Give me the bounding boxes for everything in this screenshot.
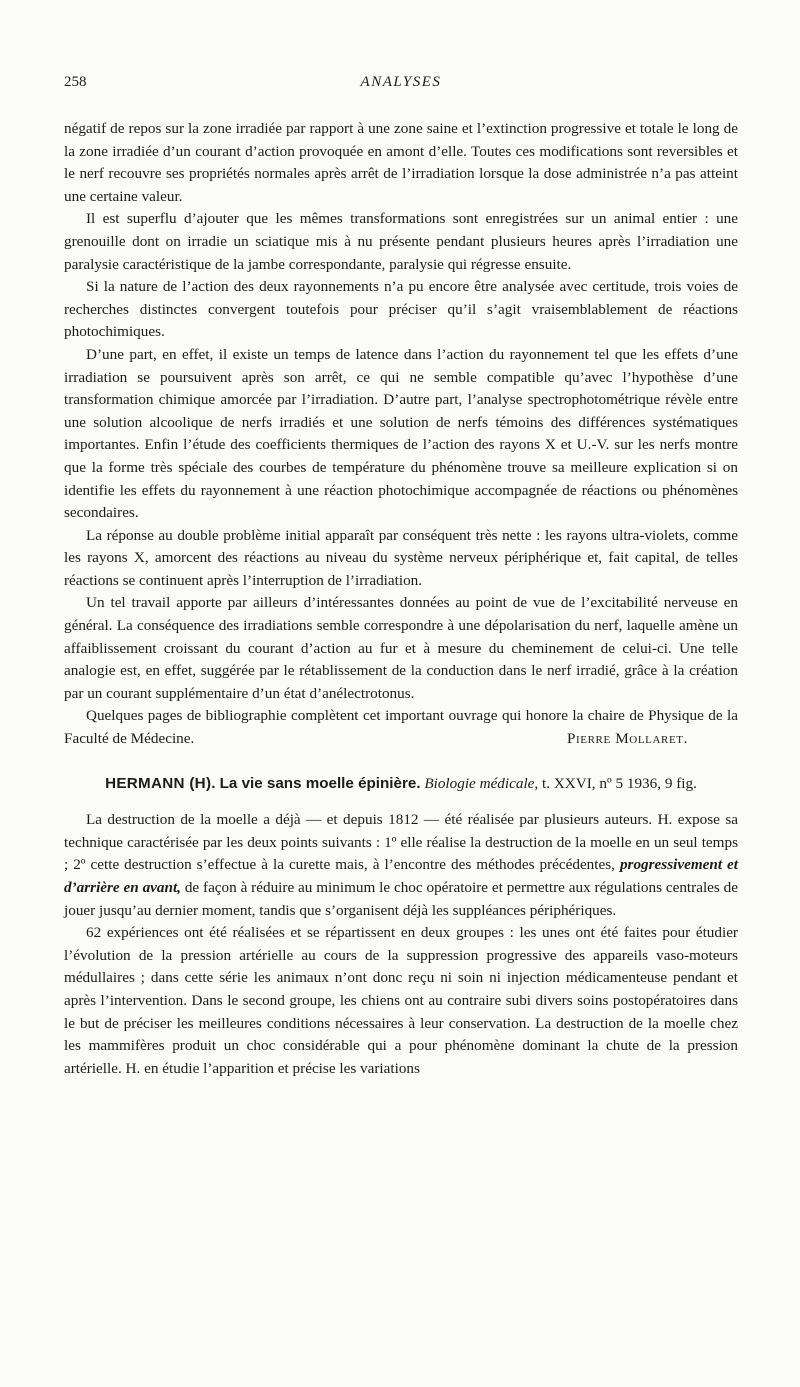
paragraph: 62 expériences ont été réalisées et se répartissent en deux groupes : les unes ont été faites pour étudier l’évolution de la pression artérielle au cours de la suppression progressive des appareils vaso-moteurs médullaires ; dans cette série les animaux n’ont donc reçu ni soin ni injection médicamenteuse pendant et après l’intervention. Dans le second groupe, les chiens ont au contraire subi divers soins postopératoires dans le but de préciser les meilleures conditions nécessaires à leur conservation. La destruction de la moelle chez les mammifères produit un choc considérable qui a pour phénomène dominant la chute de la pression artérielle. H. en étudie l’apparition et précise les variations bbox=[64, 924, 738, 1077]
page-number: 258 bbox=[64, 74, 87, 90]
paragraph: négatif de repos sur la zone irradiée par rapport à une zone saine et l’extinction progressive et totale le long de la zone irradiée d’un courant d’action provoquée en amont d’elle. Toutes ces modifications sont reversibles et le nerf recouvre ses propriétés normales après arrêt de l’irradiation lorsque la dose administrée n’a pas atteint une certaine valeur. bbox=[64, 120, 738, 205]
paragraph-text: de façon à réduire au minimum le choc opératoire et permettre aux régulations centrales de jouer jusqu’au dernier moment, tandis que s’organisent déjà les suppléances périphériques. bbox=[64, 879, 738, 919]
running-title: ANALYSES bbox=[360, 74, 442, 90]
entry-source: Biologie médicale, bbox=[424, 774, 539, 792]
paragraph: Il est superflu d’ajouter que les mêmes transformations sont enregistrées sur un animal entier : une grenouille dont on irradie un sciatique mis à nu présente pendant plusieurs heures après l’irradiation une paralysie caractéristique de la jambe correspondante, paralysie qui régresse ensuite. bbox=[64, 210, 738, 273]
entry-title: La vie sans moelle épinière. bbox=[219, 774, 421, 792]
entry-details: t. XXVI, nº 5 1936, 9 fig. bbox=[542, 774, 697, 792]
paragraph-text: La destruction de la moelle a déjà — et depuis 1812 — été réalisée par plusieurs auteurs. H. expose sa technique caractérisée par les deux points suivants : 1º elle réalise la destruction de la moelle en un seul temps ; 2º cette destruction s’effectue à la curette mais, à l’encontre des méthodes précédentes, bbox=[64, 811, 738, 874]
page-body bbox=[64, 118, 738, 1080]
bibliographic-entry bbox=[64, 773, 738, 796]
paragraph bbox=[64, 809, 738, 922]
paragraph: La réponse au double problème initial apparaît par conséquent très nette : les rayons ultra-violets, comme les rayons X, amorcent des réactions au niveau du système nerveux périphérique et, fait capital, de telles réactions se continuent après l’interruption de l’irradiation. bbox=[64, 526, 738, 589]
paragraph: D’une part, en effet, il existe un temps de latence dans l’action du rayonnement tel que les effets d’une irradiation se poursuivent après son arrêt, ce qui ne semble compatible qu’avec l’hypothèse d’une transformation chimique amorcée par l’irradiation. D’autre part, l’analyse spectrophotométrique révèle entre une solution alcoolique de nerfs irradiés et une solution de nerfs témoins des différences systématiques importantes. Enfin l’étude des coefficients thermiques de l’action des rayons X et U.-V. sur les nerfs montre que la forme très spéciale des courbes de température du phénomène trouve sa meilleure explication si on identifie les effets du rayonnement à une réaction photochimique accompagnée de réactions ou phénomènes secondaires. bbox=[64, 345, 738, 522]
closing-paragraph bbox=[64, 705, 738, 750]
paragraph: Si la nature de l’action des deux rayonnements n’a pu encore être analysée avec certitude, trois voies de recherches distinctes convergent toutefois pour préciser qu’il s’agit vraisemblablement de réactions photochimiques. bbox=[64, 278, 738, 341]
entry-author: HERMANN (H). bbox=[105, 774, 216, 792]
review-signature: Pierre Mollaret. bbox=[566, 730, 688, 748]
emphasis-text: progressivement et d’arrière en avant, bbox=[64, 856, 738, 896]
paragraph: Un tel travail apporte par ailleurs d’intéressantes données au point de vue de l’excitabilité nerveuse en général. La conséquence des irradiations semble correspondre à une dépolarisation du nerf, laquelle amène un affaiblissement croissant du courant d’action au fur et à mesure du cheminement de celui-ci. Une telle analogie est, en effet, suggérée par le rétablissement de la conduction dans le nerf irradié, grâce à la création par un courant supplémentaire d’un état d’anélectrotonus. bbox=[64, 594, 738, 702]
closing-text: Quelques pages de bibliographie complètent cet important ouvrage qui honore la chaire de Physique de la Faculté de Médecine. bbox=[64, 707, 738, 748]
